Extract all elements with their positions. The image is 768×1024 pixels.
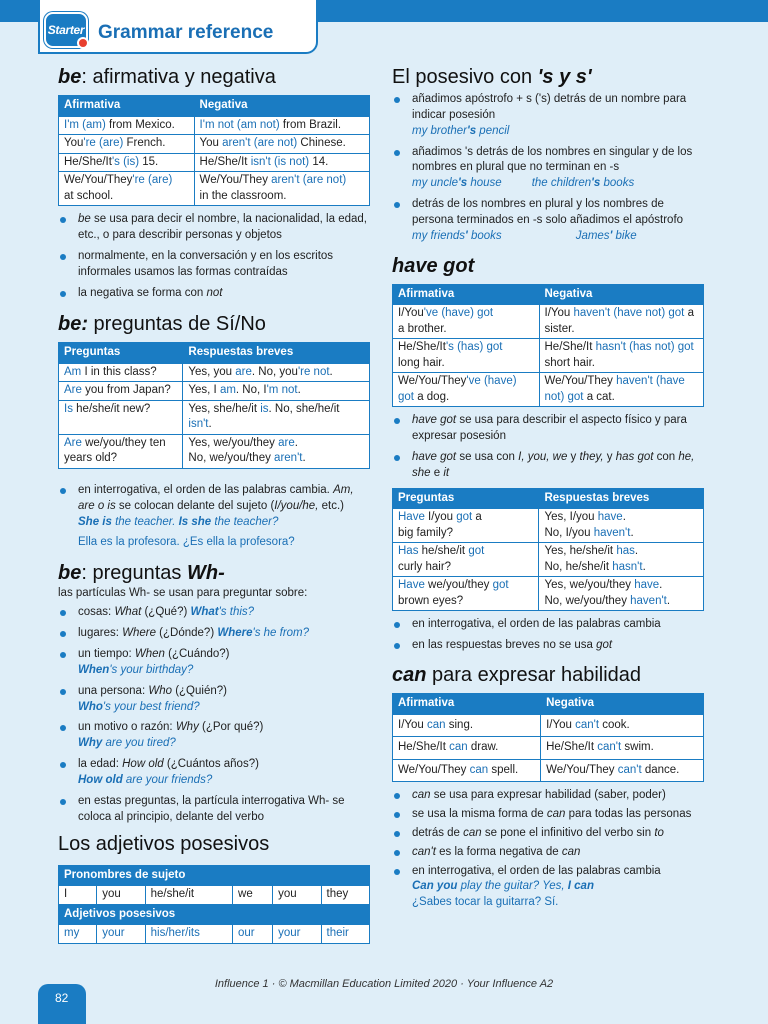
- table-row: He/She/It's (has) got long hair. He/She/It hasn't (has not) got short hair.: [393, 339, 704, 373]
- table-row: Have I/you got a big family? Yes, I/you have. No, I/you haven't.: [393, 509, 704, 543]
- list-item: be se usa para decir el nombre, la nacionalidad, la edad, etc., o para describir personas y objetos: [58, 212, 370, 244]
- list-item: can't es la forma negativa de can: [392, 845, 704, 861]
- can-table: [392, 693, 704, 782]
- table-row: We/You/They're (are) at school. We/You/They aren't (are not) in the classroom.: [59, 172, 370, 206]
- th-respuestas: Respuestas breves: [539, 488, 704, 509]
- list-item: añadimos 's detrás de los nombres en singular y de los nombres en plural que no terminan en -s my uncle's house the children's books: [392, 145, 704, 193]
- list-item: detrás de can se pone el infinitivo del verbo sin to: [392, 826, 704, 842]
- table-row: Am I in this class? Yes, you are. No, you're not.: [59, 363, 370, 382]
- be-wh-list: [58, 605, 370, 825]
- right-column: [392, 64, 704, 914]
- list-item: cosas: What (¿Qué?) What's this?: [58, 605, 370, 621]
- adj-title: Los adjetivos posesivos: [58, 832, 270, 855]
- table-row: You're (are) French. You aren't (are not) Chinese.: [59, 135, 370, 154]
- th-adjetivos: Adjetivos posesivos: [59, 904, 370, 925]
- be-aff-table: [58, 95, 370, 206]
- table-row: We/You/They can spell. We/You/They can't dance.: [393, 759, 704, 782]
- starter-badge: [44, 12, 88, 48]
- be-aff-title: be: afirmativa y negativa: [58, 66, 276, 88]
- th-respuestas: Respuestas breves: [183, 343, 370, 364]
- list-item: una persona: Who (¿Quién?) Who's your best friend?: [58, 684, 370, 716]
- list-item: la negativa se forma con not: [58, 286, 370, 302]
- badge-dot-icon: [77, 37, 89, 49]
- th-preguntas: Preguntas: [393, 488, 539, 509]
- be-wh-intro: las partículas Wh- se usan para preguntar sobre:: [58, 587, 308, 600]
- table-row: I/You can sing. I/You can't cook.: [393, 714, 704, 737]
- have-aff-table: [392, 284, 704, 408]
- table-row: my your his/her/its our your their: [59, 925, 370, 944]
- th-negativa: Negativa: [194, 96, 369, 117]
- th-afirmativa: Afirmativa: [393, 284, 540, 305]
- table-row: We/You/They've (have) got a dog. We/You/They haven't (have not) got a cat.: [393, 373, 704, 407]
- list-item: en interrogativa, el orden de las palabras cambia. Am, are o is se colocan delante del sujeto (I/you/he, etc.) She is the teacher. Is she the teacher? Ella es la profesora. ¿Es ella la profesora?: [58, 483, 370, 550]
- be-aff-notes: [58, 212, 370, 301]
- list-item: un tiempo: When (¿Cuándo?) When's your birthday?: [58, 647, 370, 679]
- th-negativa: Negativa: [541, 694, 704, 715]
- list-item: detrás de los nombres en plural y los nombres de persona terminados en -s solo añadimos el apóstrofo my friends' books James' bike: [392, 197, 704, 245]
- can-title: can para expresar habilidad: [392, 664, 642, 687]
- page-title: Grammar reference: [98, 22, 274, 43]
- th-preguntas: Preguntas: [59, 343, 183, 364]
- list-item: have got se usa para describir el aspecto físico y para expresar posesión: [392, 413, 704, 445]
- table-row: I/You've (have) got a brother. I/You haven't (have not) got a sister.: [393, 305, 704, 339]
- table-row: He/She/It can draw. He/She/It can't swim.: [393, 737, 704, 760]
- list-item: en las respuestas breves no se usa got: [392, 638, 704, 654]
- list-item: añadimos apóstrofo + s ('s) detrás de un nombre para indicar posesión my brother's pencil: [392, 92, 704, 140]
- table-row: Have we/you/they got brown eyes? Yes, we/you/they have. No, we/you/they haven't.: [393, 577, 704, 611]
- table-row: Has he/she/it got curly hair? Yes, he/she/it has. No, he/she/it hasn't.: [393, 543, 704, 577]
- have-q-notes: [392, 617, 704, 654]
- list-item: un motivo o razón: Why (¿Por qué?) Why are you tired?: [58, 720, 370, 752]
- can-notes: [392, 788, 704, 911]
- be-q-table: [58, 342, 370, 469]
- table-row: I you he/she/it we you they: [59, 886, 370, 905]
- list-item: lugares: Where (¿Dónde?) Where's he from?: [58, 626, 370, 642]
- th-afirmativa: Afirmativa: [59, 96, 195, 117]
- table-row: Is he/she/it new? Yes, she/he/it is. No, she/he/it isn't.: [59, 400, 370, 434]
- list-item: normalmente, en la conversación y en los escritos informales usamos las formas contraídas: [58, 249, 370, 281]
- be-wh-title: be: preguntas Wh-: [58, 562, 225, 585]
- poss-title: El posesivo con 's y s': [392, 66, 592, 88]
- th-pronombres: Pronombres de sujeto: [59, 865, 370, 886]
- footer: Influence 1 · © Macmillan Education Limited 2020 · Your Influence A2: [214, 978, 554, 990]
- list-item: have got se usa con I, you, we y they, y has got con he, she e it: [392, 450, 704, 482]
- list-item: en estas preguntas, la partícula interrogativa Wh- se coloca al principio, delante del verbo: [58, 794, 370, 826]
- have-notes: [392, 413, 704, 481]
- table-row: I'm (am) from Mexico. I'm not (am not) from Brazil.: [59, 116, 370, 135]
- left-column: [58, 64, 370, 944]
- page-number: 82: [38, 984, 86, 1024]
- list-item: can se usa para expresar habilidad (saber, poder): [392, 788, 704, 804]
- list-item: en interrogativa, el orden de las palabras cambia: [392, 617, 704, 633]
- adj-table: [58, 865, 370, 944]
- list-item: se usa la misma forma de can para todas las personas: [392, 807, 704, 823]
- table-row: He/She/It's (is) 15. He/She/It isn't (is not) 14.: [59, 153, 370, 172]
- table-row: Are we/you/they ten years old? Yes, we/you/they are. No, we/you/they aren't.: [59, 434, 370, 468]
- list-item: en interrogativa, el orden de las palabras cambia Can you play the guitar? Yes, I can ¿Sabes tocar la guitarra? Sí.: [392, 864, 704, 912]
- be-q-notes: [58, 483, 370, 550]
- list-item: la edad: How old (¿Cuántos años?) How old are your friends?: [58, 757, 370, 789]
- be-q-title: be: preguntas de Sí/No: [58, 313, 266, 336]
- have-title: have got: [392, 254, 475, 277]
- poss-list: [392, 92, 704, 245]
- th-negativa: Negativa: [539, 284, 704, 305]
- th-afirmativa: Afirmativa: [393, 694, 541, 715]
- have-q-table: [392, 488, 704, 612]
- starter-label: Starter: [47, 22, 85, 37]
- table-row: Are you from Japan? Yes, I am. No, I'm not.: [59, 382, 370, 401]
